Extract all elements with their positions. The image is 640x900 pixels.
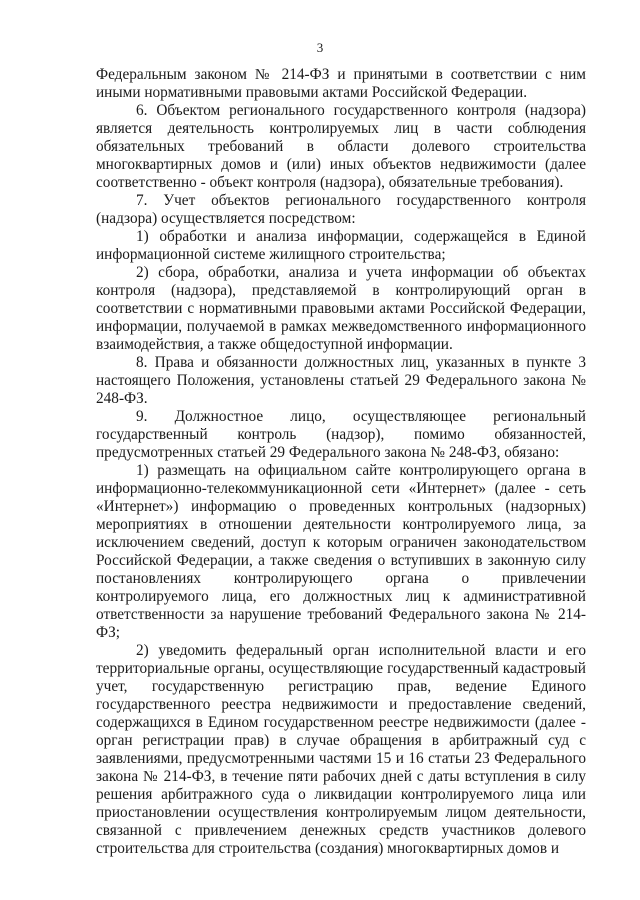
paragraph-continuation: Федеральным законом № 214-ФЗ и принятыми в соответствии с ним иными нормативными правовыми актами Российской Федерации. — [96, 66, 586, 101]
paragraph-item-9: 9. Должностное лицо, осуществляющее региональный государственный контроль (надзор), помимо обязанностей, предусмотренных статьей 29 Федерального закона № 248-ФЗ, обязано: — [96, 408, 586, 461]
paragraph-item-6: 6. Объектом регионального государственного контроля (надзора) является деятельность контролируемых лиц в части соблюдения обязательных требований в области долевого строительства многоквартирных домов и (или) иных объектов недвижимости (далее соответственно - объект контроля (надзора), обязательные требования). — [96, 102, 586, 191]
document-body — [96, 66, 586, 858]
paragraph-item-9-1: 1) размещать на официальном сайте контролирующего органа в информационно-телекоммуникационной сети «Интернет» (далее - сеть «Интернет») информацию о проведенных контрольных (надзорных) мероприятиях в отношении деятельности контролируемого лица, за исключением сведений, доступ к которым ограничен законодательством Российской Федерации, а также сведения о вступивших в законную силу постановлениях контролирующего органа о привлечении контролируемого лица, его должностных лиц к административной ответственности за нарушение требований Федерального закона № 214-ФЗ; — [96, 462, 586, 641]
page-number: 3 — [316, 40, 324, 55]
paragraph-item-9-2: 2) уведомить федеральный орган исполнительной власти и его территориальные органы, осуществляющие государственный кадастровый учет, государственную регистрацию прав, ведение Единого государственного реестра недвижимости и предоставление сведений, содержащихся в Едином государственном реестре недвижимости (далее - орган регистрации прав) в случае обращения в арбитражный суд с заявлениями, предусмотренными частями 15 и 16 статьи 23 Федерального закона № 214-ФЗ, в течение пяти рабочих дней с даты вступления в силу решения арбитражного суда о ликвидации контролируемого лица или приостановлении осуществления контролируемым лицом деятельности, связанной с привлечением денежных средств участников долевого строительства для строительства (создания) многоквартирных домов и — [96, 642, 586, 857]
paragraph-item-7-1: 1) обработки и анализа информации, содержащейся в Единой информационной системе жилищного строительства; — [96, 228, 586, 263]
paragraph-item-7: 7. Учет объектов регионального государственного контроля (надзора) осуществляется посредством: — [96, 192, 586, 227]
paragraph-item-7-2: 2) сбора, обработки, анализа и учета информации об объектах контроля (надзора), представляемой в контролирующий орган в соответствии с нормативными правовыми актами Российской Федерации, информации, получаемой в рамках межведомственного информационного взаимодействия, а также общедоступной информации. — [96, 264, 586, 353]
paragraph-item-8: 8. Права и обязанности должностных лиц, указанных в пункте 3 настоящего Положения, установлены статьей 29 Федерального закона № 248-ФЗ. — [96, 354, 586, 407]
